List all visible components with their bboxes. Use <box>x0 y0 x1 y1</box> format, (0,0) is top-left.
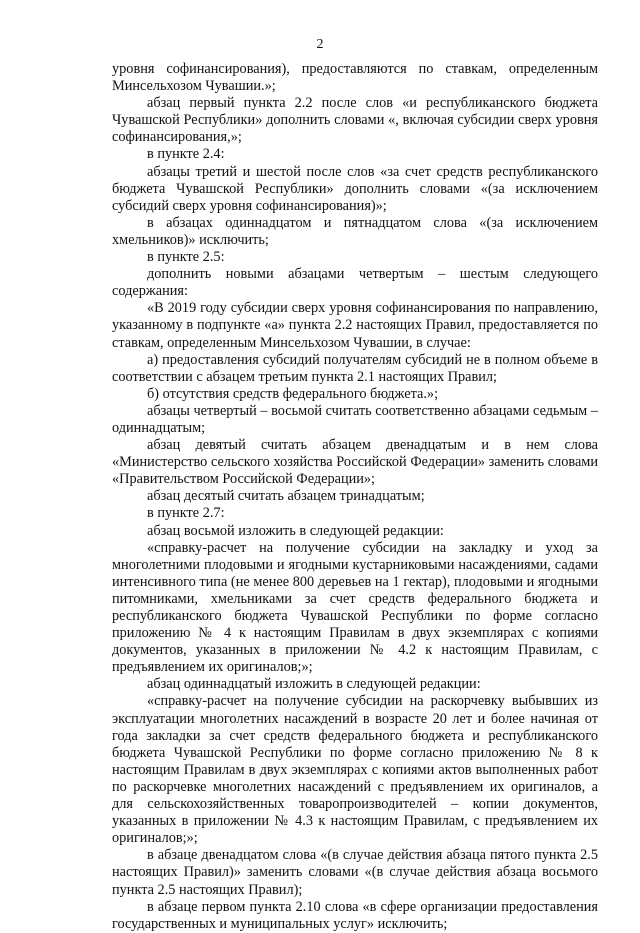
paragraph-3: в пункте 2.4: <box>147 146 225 163</box>
paragraph-13: абзац десятый считать абзацем тринадцатым; <box>147 488 425 505</box>
paragraph-18: «справку-расчет на получение субсидии на раскорчевку выбывших из эксплуатации многолетних насаждений в возрасте 20 лет и более начиная от года закладки за счет средств федерального бюджета и республиканского бюджета Чувашской Республики по форме согласно приложению № 8 к настоящим Правилам в двух экземплярах с копиями актов выполненных работ по раскорчевке многолетних насаждений с предъявлением их оригиналов, а для сельскохозяйственных товаропроизводителей – копии документов, указанных в приложении № 4.3 к настоящим Правилам, с предъявлением их оригиналов;»; <box>112 693 598 847</box>
paragraph-11: абзацы четвертый – восьмой считать соответственно абзацами седьмым – одиннадцатым; <box>112 402 598 436</box>
paragraph-16: «справку-расчет на получение субсидии на закладку и уход за многолетними плодовыми и ягодными кустарниковыми насаждениями, садами интенсивного типа (не менее 800 деревьев на 1 гектар), плодовыми и ягодными питомниками, хмельниками за счет средств федерального бюджета и республиканского бюджета Чувашской Республики по форме согласно приложению № 4 к настоящим Правилам в двух экземплярах с копиями документов, указанных в приложении № 4.2 к настоящим Правилам, с предъявлением их оригиналов;»; <box>112 539 598 676</box>
paragraph-20: в абзаце первом пункта 2.10 слова «в сфере организации предоставления государственных и муниципальных услуг» исключить; <box>112 898 598 932</box>
paragraph-10: б) отсутствия средств федерального бюджета.»; <box>147 385 439 402</box>
page-number: 2 <box>316 37 324 52</box>
paragraph-5: в абзацах одиннадцатом и пятнадцатом слова «(за исключением хмельников)» исключить; <box>112 214 598 248</box>
paragraph-15: абзац восьмой изложить в следующей редакции: <box>147 522 444 539</box>
paragraph-14: в пункте 2.7: <box>147 505 225 522</box>
paragraph-7: дополнить новыми абзацами четвертым – шестым следующего содержания: <box>112 266 598 300</box>
paragraph-6: в пункте 2.5: <box>147 249 225 266</box>
paragraph-19: в абзаце двенадцатом слова «(в случае действия абзаца пятого пункта 2.5 настоящих Правил)» заменить словами «(в случае действия абзаца восьмого пункта 2.5 настоящих Правил); <box>112 847 598 898</box>
paragraph-4: абзацы третий и шестой после слов «за счет средств республиканского бюджета Чувашской Республики» дополнить словами «(за исключением субсидий сверх уровня софинансирования)»; <box>112 163 598 214</box>
paragraph-1: уровня софинансирования), предоставляются по ставкам, определенным Минсельхозом Чувашии.»; <box>112 61 598 95</box>
paragraph-17: абзац одиннадцатый изложить в следующей редакции: <box>147 676 481 693</box>
paragraph-9: а) предоставления субсидий получателям субсидий не в полном объеме в соответствии с абзацем третьим пункта 2.1 настоящих Правил; <box>112 351 598 385</box>
paragraph-12: абзац девятый считать абзацем двенадцатым и в нем слова «Министерство сельского хозяйства Российской Федерации» заменить словами «Правительством Российской Федерации»; <box>112 437 598 488</box>
paragraph-2: абзац первый пункта 2.2 после слов «и республиканского бюджета Чувашской Республики» дополнить словами «, включая субсидии сверх уровня софинансирования,»; <box>112 95 598 146</box>
document-body <box>112 61 598 933</box>
paragraph-8: «В 2019 году субсидии сверх уровня софинансирования по направлению, указанному в подпункте «а» пункта 2.2 настоящих Правил, предоставляется по ставкам, определенным Минсельхозом Чувашии, в случае: <box>112 300 598 351</box>
